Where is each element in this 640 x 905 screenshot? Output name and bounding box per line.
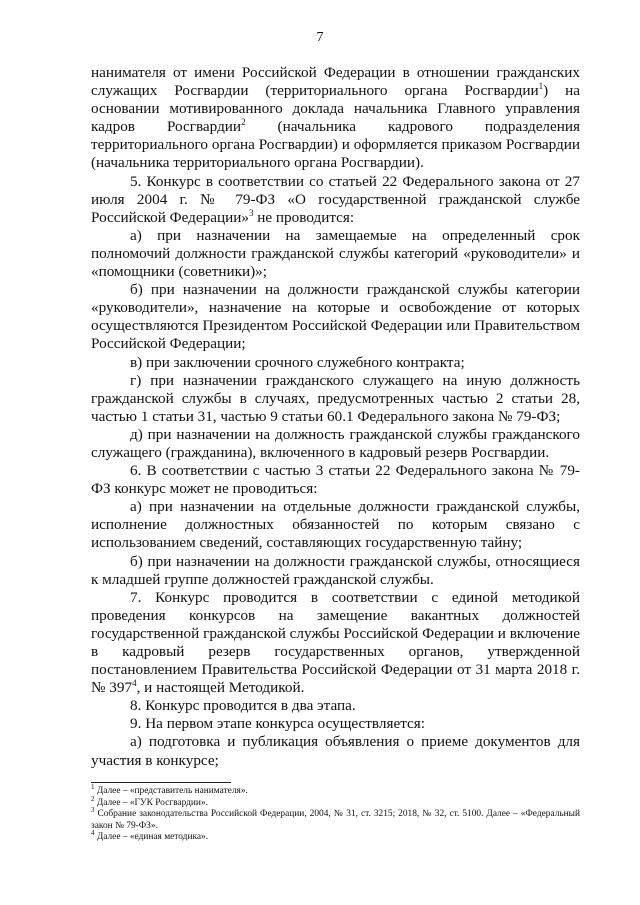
paragraph	[91, 733, 580, 769]
paragraph-text: 8. Конкурс проводится в два этапа.	[130, 697, 356, 715]
paragraph-text: г) при назначении гражданского служащего на иную должность гражданской службы в случаях, предусмотренных частью 2 статьи 28, частью 1 статьи 31, частью 9 статьи 60.1 Федерального закона № 79-ФЗ;	[91, 371, 580, 425]
footnote-number: 3	[91, 806, 95, 814]
paragraph	[91, 715, 580, 733]
paragraph	[91, 372, 580, 426]
footnote-text: Далее – «представитель нанимателя».	[94, 786, 248, 796]
paragraph-text: 9. На первом этапе конкурса осуществляется:	[130, 715, 425, 733]
footnote-number: 2	[91, 794, 95, 803]
footnote-number: 1	[91, 783, 95, 791]
paragraph-text: а) при назначении на замещаемые на определенный срок полномочий должности гражданской службы категорий «руководители» и «помощники (советники)»;	[91, 226, 580, 281]
paragraph-text: 7. Конкурс проводится в соответствии с единой методикой проведения конкурсов на замещение вакантных должностей государственной гражданской службы Российской Федерации и включение в кадровый резерв государственных органов, утвержденной постановлением Правительства Российской Федерации от 31 марта 2018 г. № 397	[91, 588, 580, 697]
footnote-ref: 4	[132, 678, 137, 689]
paragraph-text: д) при назначении на должность гражданской службы гражданского служащего (гражданина), включенного в кадровый резерв Росгвардии.	[91, 425, 580, 461]
footnote	[91, 806, 580, 832]
footnote-ref: 1	[538, 81, 544, 92]
paragraph-text: б) при назначении на должности гражданской службы, относящиеся к младшей группе должностей гражданской службы.	[91, 552, 580, 588]
paragraph	[91, 64, 580, 173]
footnote-text: Собрание законодательства Российской Федерации, 2004, № 31, ст. 3215; 2018, № 32, ст. 5100. Далее – «Федеральный закон № 79-ФЗ».	[91, 809, 580, 831]
footnote-text: Далее – «ГУК Росгвардии».	[94, 797, 208, 808]
paragraph	[91, 553, 580, 589]
footnote-number: 4	[91, 829, 95, 837]
paragraph-text: 5. Конкурс в соответствии со статьей 22 Федерального закона от 27 июля 2004 г. № 79-ФЗ «О государственной гражданской службе Российской Федерации»	[91, 172, 580, 226]
footnotes	[91, 783, 580, 844]
footnote-ref: 3	[248, 207, 254, 218]
body-text	[91, 64, 580, 770]
paragraph-text: ) на основании мотивированного доклада начальника Главного управления кадров Росгвардии	[91, 82, 580, 136]
paragraph	[91, 426, 580, 462]
footnote-ref: 2	[241, 117, 246, 128]
paragraph	[91, 281, 580, 353]
paragraph-text: 6. В соответствии с частью 3 статьи 22 Федерального закона № 79-ФЗ конкурс может не проводиться:	[91, 462, 580, 498]
paragraph-text: а) подготовка и публикация объявления о приеме документов для участия в конкурсе;	[91, 733, 580, 769]
paragraph	[91, 173, 580, 227]
footnote-separator	[91, 782, 231, 783]
paragraph-text: (начальника кадрового подразделения территориального органа Росгвардии) и оформляется приказом Росгвардии (начальника территориального органа Росгвардии).	[91, 118, 580, 172]
page-number: 7	[316, 30, 324, 45]
footnote	[91, 794, 580, 810]
paragraph-text: б) при назначении на должности гражданской службы категории «руководители», назначение на которые и освобождение от которых осуществляются Президентом Российской Федерации или Правительством Российской Федерации;	[91, 281, 580, 353]
paragraph	[91, 227, 580, 281]
paragraph	[91, 462, 580, 498]
footnote	[91, 829, 580, 844]
paragraph-text: не проводится:	[253, 208, 355, 226]
paragraph-text: нанимателя от имени Российской Федерации в отношении гражданских служащих Росгвардии (территориального органа Росгвардии	[91, 64, 580, 100]
footnote-text: Далее – «единая методика».	[94, 832, 209, 842]
paragraph-text: , и настоящей Методикой.	[136, 679, 305, 697]
footnote	[91, 783, 580, 798]
paragraph	[91, 589, 580, 698]
paragraph-text: в) при заключении срочного служебного контракта;	[130, 353, 465, 371]
paragraph	[91, 354, 580, 372]
paragraph	[91, 697, 580, 715]
paragraph	[91, 498, 580, 552]
paragraph-text: а) при назначении на отдельные должности гражданской службы, исполнение должностных обязанностей по которым связано с использованием сведений, составляющих государственную тайну;	[91, 498, 580, 552]
